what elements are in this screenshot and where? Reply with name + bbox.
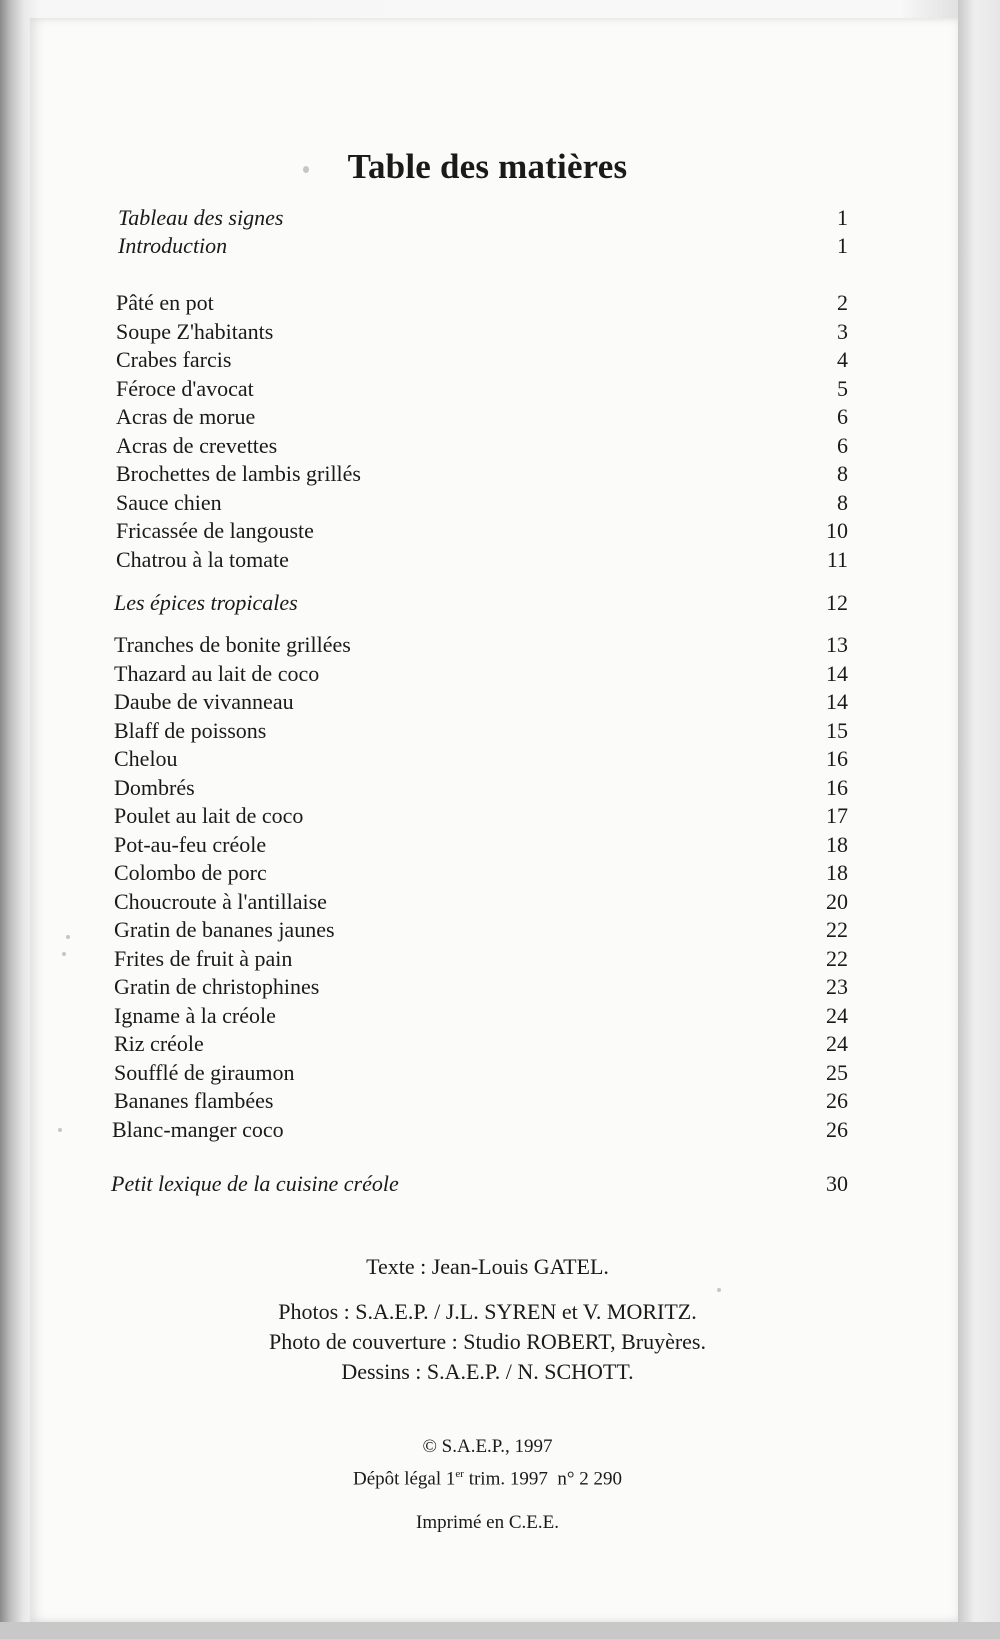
toc-entry-page-number: 26 bbox=[826, 1117, 848, 1142]
credit-dessins: Dessins : S.A.E.P. / N. SCHOTT. bbox=[341, 1359, 634, 1384]
toc-entry-title: Féroce d'avocat bbox=[116, 376, 254, 401]
toc-entry-title: Gratin de bananes jaunes bbox=[114, 917, 335, 942]
toc-entry-page-number: 14 bbox=[826, 689, 848, 714]
toc-entry-title: Pâté en pot bbox=[116, 290, 214, 315]
toc-entry-page-number: 22 bbox=[826, 917, 848, 942]
toc-entry-page-number: 13 bbox=[826, 632, 848, 657]
toc-entry-page-number: 18 bbox=[826, 860, 848, 885]
toc-entry-title: Bananes flambées bbox=[114, 1088, 274, 1113]
toc-entry-page-number: 18 bbox=[826, 832, 848, 857]
toc-entry-page-number: 20 bbox=[826, 889, 848, 914]
toc-entry-title: Soufflé de giraumon bbox=[114, 1060, 295, 1085]
toc-entry-title: Poulet au lait de coco bbox=[114, 803, 304, 828]
toc-entry-title: Fricassée de langouste bbox=[116, 518, 314, 543]
copyright-line: © S.A.E.P., 1997 bbox=[422, 1436, 553, 1457]
depot-prefix: Dépôt légal 1 bbox=[353, 1468, 456, 1490]
toc-entry-page-number: 1 bbox=[837, 233, 848, 258]
toc-entry-title: Daube de vivanneau bbox=[114, 689, 294, 714]
toc-entry-title: Dombrés bbox=[114, 775, 195, 800]
toc-entry-title: Petit lexique de la cuisine créole bbox=[111, 1171, 399, 1196]
toc-entry-page-number: 17 bbox=[826, 803, 848, 828]
credit-photos: Photos : S.A.E.P. / J.L. SYREN et V. MORITZ. bbox=[278, 1299, 697, 1324]
toc-entry-page-number: 3 bbox=[837, 319, 848, 344]
toc-entry-page-number: 10 bbox=[826, 518, 848, 543]
toc-entry-page-number: 4 bbox=[837, 347, 848, 372]
toc-entry-title: Pot-au-feu créole bbox=[114, 832, 267, 857]
toc-entry-title: Acras de morue bbox=[116, 404, 256, 429]
toc-entry-page-number: 2 bbox=[837, 290, 848, 315]
toc-entry-title: Tranches de bonite grillées bbox=[114, 632, 351, 657]
toc-entry-page-number: 16 bbox=[826, 775, 848, 800]
toc-entry-page-number: 8 bbox=[837, 461, 848, 486]
toc-entry-title: Frites de fruit à pain bbox=[114, 946, 293, 971]
toc-entry-page-number: 23 bbox=[826, 974, 848, 999]
toc-entry-title: Choucroute à l'antillaise bbox=[114, 889, 327, 914]
credit-couverture: Photo de couverture : Studio ROBERT, Bruyères. bbox=[269, 1329, 706, 1354]
depot-superscript: er bbox=[455, 1468, 464, 1480]
toc-entry-title: Les épices tropicales bbox=[114, 590, 298, 615]
depot-suffix: trim. 1997 n° 2 290 bbox=[463, 1468, 622, 1490]
toc-entry-page-number: 30 bbox=[826, 1171, 848, 1196]
credit-texte: Texte : Jean-Louis GATEL. bbox=[366, 1254, 609, 1279]
toc-entry-title: Blanc-manger coco bbox=[112, 1117, 284, 1142]
toc-entry-title: Colombo de porc bbox=[114, 860, 267, 885]
toc-entry-page-number: 6 bbox=[837, 433, 848, 458]
toc-entry-page-number: 25 bbox=[826, 1060, 848, 1085]
toc-entry-title: Chelou bbox=[114, 746, 178, 771]
toc-entry-page-number: 6 bbox=[837, 404, 848, 429]
toc-entry-title: Tableau des signes bbox=[118, 205, 284, 230]
toc-entry-title: Igname à la créole bbox=[114, 1003, 276, 1028]
toc-entry-page-number: 26 bbox=[826, 1088, 848, 1113]
toc-entry-page-number: 22 bbox=[826, 946, 848, 971]
toc-entry-page-number: 5 bbox=[837, 376, 848, 401]
toc-entry-title: Chatrou à la tomate bbox=[116, 547, 289, 572]
toc-entry-page-number: 8 bbox=[837, 490, 848, 515]
depot-legal-line bbox=[0, 1462, 975, 1491]
toc-entry-page-number: 11 bbox=[826, 547, 848, 572]
toc-entry-title: Crabes farcis bbox=[116, 347, 232, 372]
toc-entry-title: Gratin de christophines bbox=[114, 974, 320, 999]
toc-entry-title: Acras de crevettes bbox=[116, 433, 278, 458]
imprime-line: Imprimé en C.E.E. bbox=[416, 1512, 559, 1533]
page-title: Table des matières bbox=[347, 147, 628, 187]
toc-entry-title: Soupe Z'habitants bbox=[116, 319, 274, 344]
toc-entry-title: Sauce chien bbox=[116, 490, 222, 515]
toc-entry-page-number: 16 bbox=[826, 746, 848, 771]
toc-entry-page-number: 24 bbox=[826, 1031, 848, 1056]
toc-entry-page-number: 12 bbox=[826, 590, 848, 615]
toc-entry-title: Introduction bbox=[118, 233, 228, 258]
toc-entry-page-number: 24 bbox=[826, 1003, 848, 1028]
toc-entry-page-number: 1 bbox=[837, 205, 848, 230]
toc-entry-title: Brochettes de lambis grillés bbox=[116, 461, 361, 486]
toc-entry-page-number: 14 bbox=[826, 661, 848, 686]
toc-entry-title: Blaff de poissons bbox=[114, 718, 267, 743]
toc-entry-title: Thazard au lait de coco bbox=[114, 661, 320, 686]
toc-entry-title: Riz créole bbox=[114, 1031, 204, 1056]
toc-entry-page-number: 15 bbox=[826, 718, 848, 743]
